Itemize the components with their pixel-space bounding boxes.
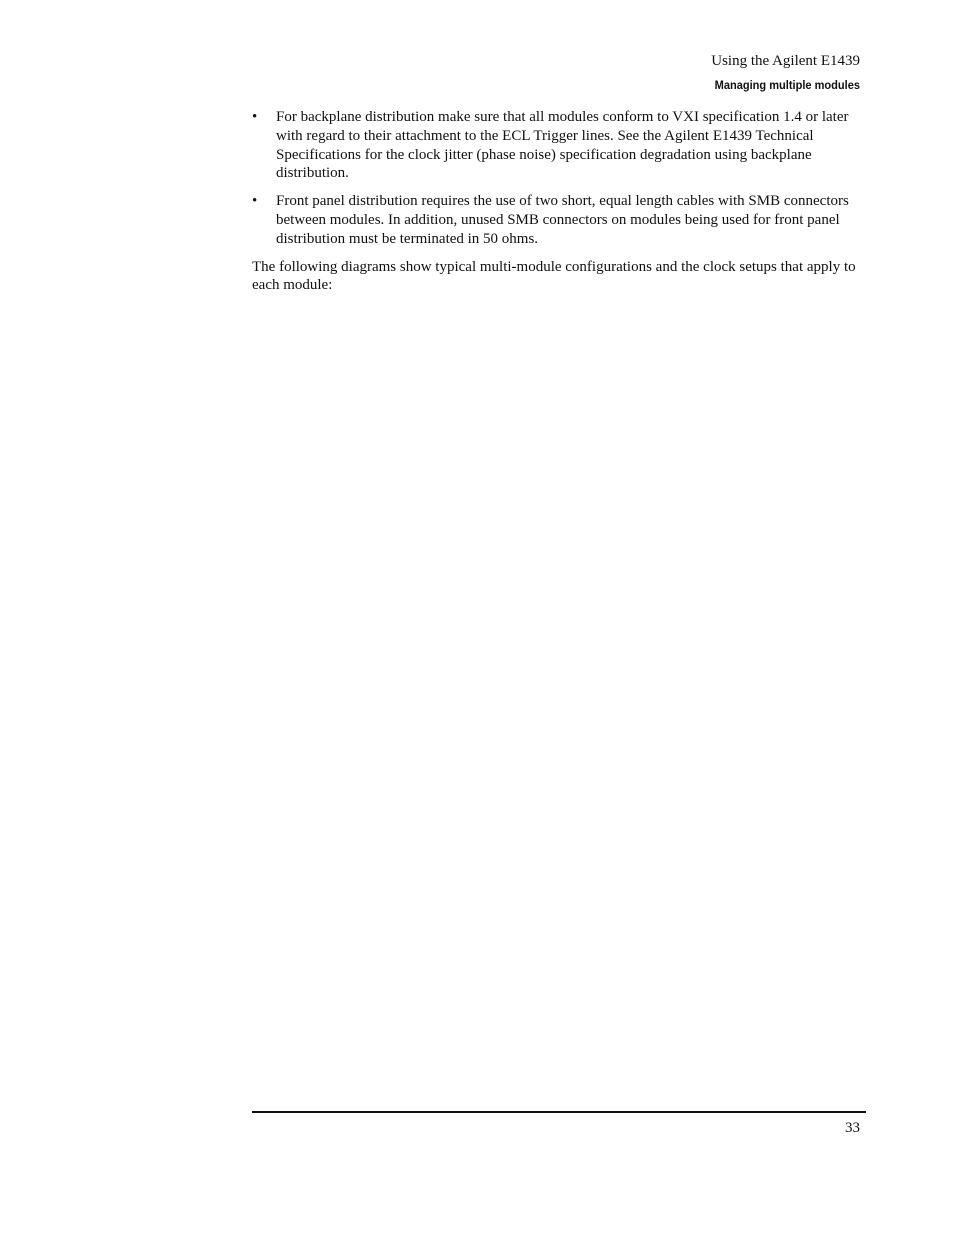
list-item [252, 192, 866, 248]
intro-paragraph: The following diagrams show typical multi-module configurations and the clock setups that apply to each module: [252, 258, 856, 294]
bullet-marker: • [252, 109, 258, 125]
list-item [252, 108, 866, 183]
bullet-text: Front panel distribution requires the use of two short, equal length cables with SMB connectors between modules. In addition, unused SMB connectors on modules being used for front panel distribution must be terminated in 50 ohms. [276, 193, 849, 247]
running-header [702, 52, 860, 93]
bullet-list [252, 108, 866, 249]
footer-divider [252, 1111, 866, 1113]
chapter-title: Using the Agilent E1439 [711, 53, 860, 69]
bullet-marker: • [252, 193, 258, 210]
section-title: Managing multiple modules [714, 78, 860, 92]
body-content [252, 108, 866, 295]
page-number: 33 [845, 1120, 860, 1136]
bullet-text: For backplane distribution make sure that all modules conform to VXI specification 1.4 or later with regard to their attachment to the ECL Trigger lines. See the Agilent E1439 Technical Specifications for the clock jitter (phase noise) specification degradation using backplane distribution. [276, 109, 849, 182]
